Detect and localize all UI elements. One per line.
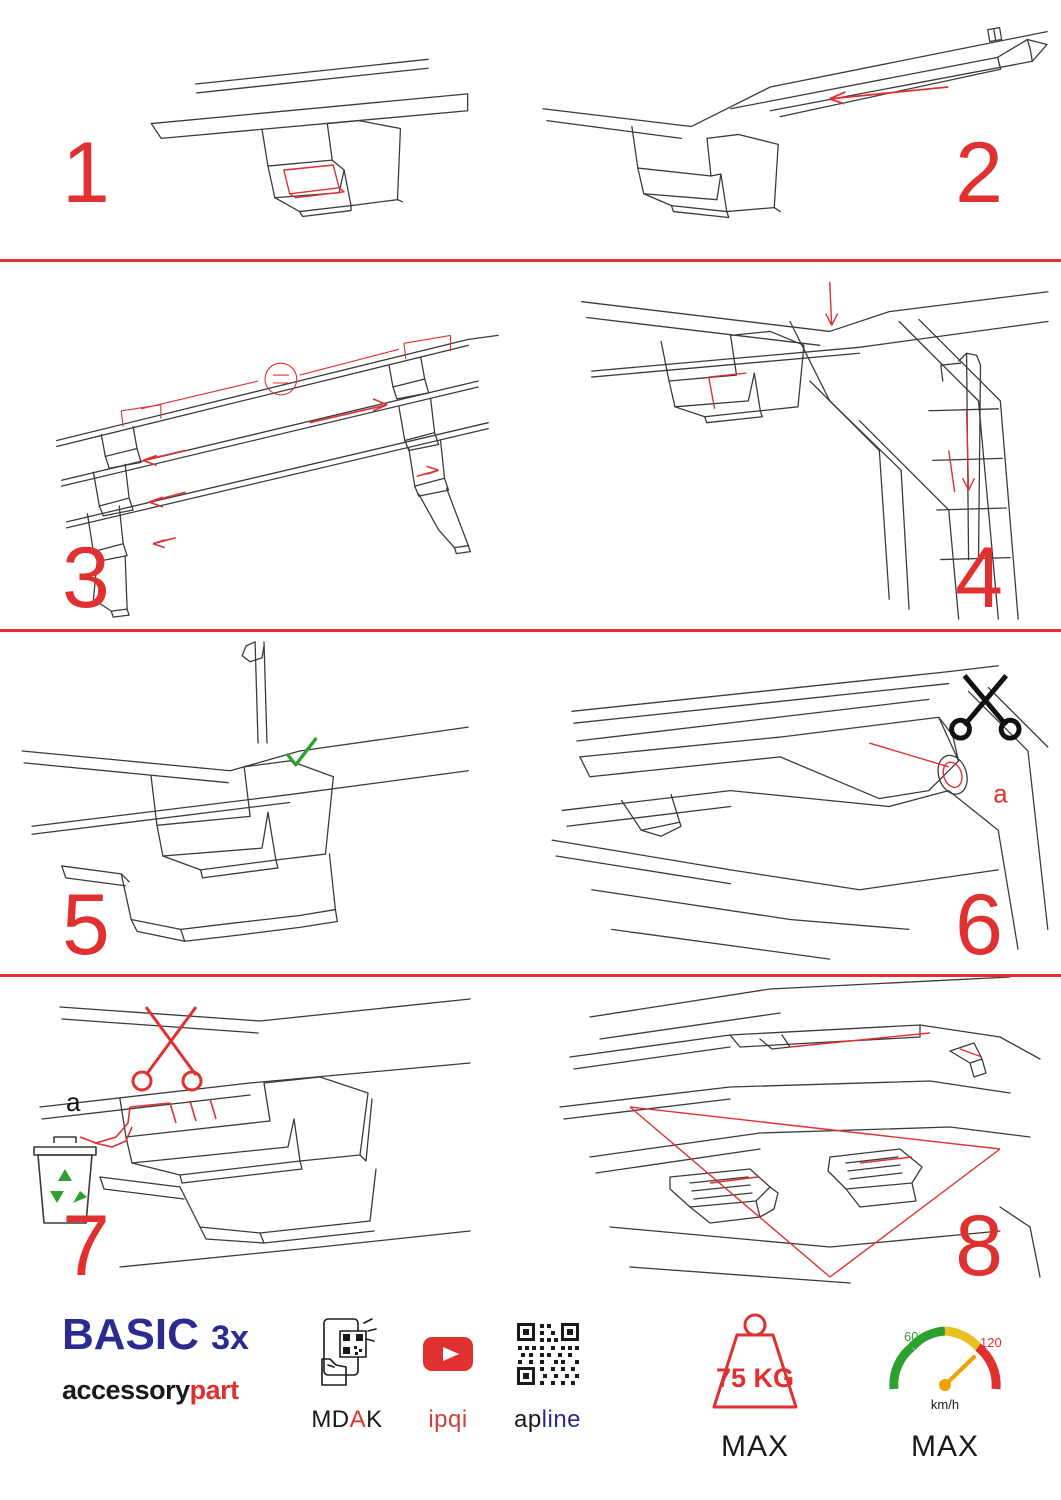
step-row-2 [0, 262, 1061, 632]
footer [0, 1295, 1061, 1500]
step-number-8: 8 [955, 1198, 1001, 1294]
weight-icon [680, 1303, 830, 1423]
gauge-max-label: 120 [980, 1335, 1002, 1350]
brand-block [62, 1310, 292, 1406]
brand-name: BASIC [62, 1310, 199, 1359]
mdak-caption-accent: A [349, 1406, 367, 1433]
step-number-5: 5 [62, 877, 108, 973]
mdak-caption-first: MD [311, 1406, 350, 1433]
step-number-4: 4 [955, 530, 1001, 626]
mdak-caption-last: K [366, 1406, 383, 1433]
mdak-caption [292, 1406, 402, 1434]
max-load-spec [660, 1303, 850, 1464]
max-load-value: 75 KG [715, 1363, 795, 1393]
qr-scan-hand-icon [312, 1315, 382, 1393]
step-row-1 [0, 0, 1061, 262]
step-row-3 [0, 632, 1061, 977]
max-speed-spec [850, 1303, 1040, 1464]
step-number-3: 3 [62, 530, 108, 626]
brand-sub-second: part [189, 1375, 239, 1405]
gauge-min-label: 60 [904, 1329, 919, 1344]
step-number-2: 2 [955, 125, 1001, 221]
max-load-label: MAX [720, 1430, 789, 1463]
youtube-icon [417, 1315, 479, 1393]
apline-caption [480, 1406, 615, 1434]
step-panel-1 [0, 0, 530, 259]
strip-label-a: a [993, 780, 1008, 809]
step-panel-8 [530, 977, 1061, 1295]
max-speed-label: MAX [910, 1430, 979, 1463]
step-panel-7 [0, 977, 530, 1295]
brand-variant: 3x [211, 1319, 249, 1357]
step-row-4 [0, 977, 1061, 1295]
gauge-unit-label: km/h [930, 1397, 960, 1412]
brand-title [62, 1310, 292, 1359]
mdak-logo-group [292, 1315, 402, 1434]
speedometer-icon [870, 1303, 1020, 1423]
apline-caption-last: line [541, 1406, 582, 1433]
offcut-label-a: a [66, 1087, 81, 1117]
step-panel-2 [530, 0, 1061, 259]
step-panel-4 [530, 262, 1061, 629]
step-panel-3 [0, 262, 530, 629]
step-panel-6 [530, 632, 1061, 974]
brand-sub-first: accessory [62, 1375, 190, 1405]
step-number-6: 6 [955, 877, 1001, 973]
ipqi-caption: ipqi [428, 1406, 468, 1433]
qr-code-icon [509, 1315, 587, 1393]
brand-subtitle [62, 1375, 292, 1406]
step-number-1: 1 [62, 125, 108, 221]
step-number-7: 7 [62, 1198, 108, 1294]
apline-logo-group [480, 1315, 615, 1434]
step-panel-5 [0, 632, 530, 974]
apline-caption-first: ap [513, 1406, 542, 1433]
